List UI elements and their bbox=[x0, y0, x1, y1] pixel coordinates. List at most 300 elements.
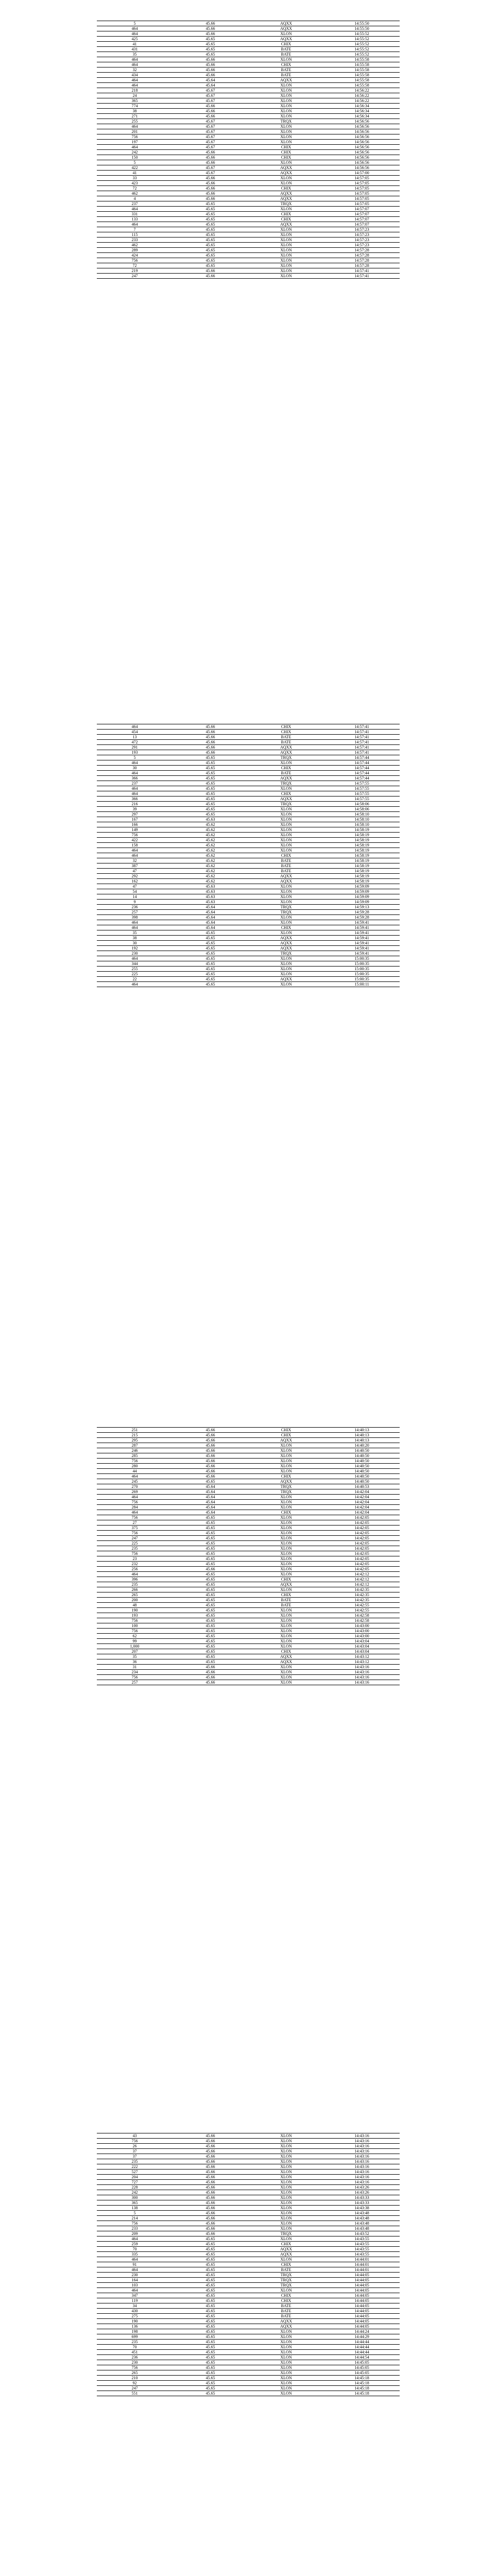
volume-cell: 464 bbox=[97, 2236, 173, 2242]
venue-cell: BATE bbox=[248, 67, 324, 73]
price-cell: 45.65 bbox=[173, 802, 248, 807]
price-cell: 45.65 bbox=[173, 982, 248, 987]
venue-cell: CHIX bbox=[248, 212, 324, 217]
venue-cell: CHIX bbox=[248, 730, 324, 735]
volume-cell: 366 bbox=[97, 776, 173, 781]
table-row bbox=[97, 760, 400, 766]
venue-cell: XLON bbox=[248, 848, 324, 853]
venue-cell: XLON bbox=[248, 884, 324, 889]
table-row bbox=[97, 796, 400, 802]
volume-cell: 23 bbox=[97, 1556, 173, 1562]
table-row bbox=[97, 1654, 400, 1659]
table-row bbox=[97, 2133, 400, 2139]
table-row bbox=[97, 1459, 400, 1464]
table-row bbox=[97, 1572, 400, 1577]
price-cell: 45.65 bbox=[173, 1608, 248, 1613]
table-row bbox=[97, 2170, 400, 2175]
price-cell: 45.66 bbox=[173, 1459, 248, 1464]
table-row bbox=[97, 232, 400, 238]
time-cell: 14:45:18 bbox=[324, 2381, 400, 2386]
price-cell: 45.65 bbox=[173, 1582, 248, 1587]
time-cell: 14:40:50 bbox=[324, 1479, 400, 1484]
table-row bbox=[97, 900, 400, 905]
time-cell: 14:40:13 bbox=[324, 1438, 400, 1443]
time-cell: 14:57:41 bbox=[324, 750, 400, 755]
price-cell: 45.64 bbox=[173, 78, 248, 83]
table-row bbox=[97, 1634, 400, 1639]
volume-cell: 207 bbox=[97, 1649, 173, 1654]
table-row bbox=[97, 755, 400, 760]
table-row bbox=[97, 1670, 400, 1675]
venue-cell: XLON bbox=[248, 956, 324, 961]
time-cell: 14:59:09 bbox=[324, 889, 400, 894]
venue-cell: TRQX bbox=[248, 2273, 324, 2278]
volume-cell: 464 bbox=[97, 62, 173, 67]
price-cell: 45.62 bbox=[173, 874, 248, 879]
venue-cell: AQXX bbox=[248, 1659, 324, 1665]
price-cell: 45.65 bbox=[173, 977, 248, 982]
venue-cell: CHIX bbox=[248, 2298, 324, 2303]
volume-cell: 247 bbox=[97, 274, 173, 279]
time-cell: 15:00:11 bbox=[324, 982, 400, 987]
price-cell: 45.66 bbox=[173, 1567, 248, 1572]
table-row bbox=[97, 745, 400, 750]
volume-cell: 271 bbox=[97, 114, 173, 119]
venue-cell: CHIX bbox=[248, 766, 324, 771]
volume-cell: 54 bbox=[97, 889, 173, 894]
table-row bbox=[97, 243, 400, 248]
venue-cell: XLON bbox=[248, 827, 324, 833]
time-cell: 14:44:24 bbox=[324, 2329, 400, 2334]
venue-cell: XLON bbox=[248, 2340, 324, 2345]
time-cell: 14:43:16 bbox=[324, 2164, 400, 2170]
table-row bbox=[97, 2200, 400, 2206]
volume-cell: 192 bbox=[97, 946, 173, 951]
table-row bbox=[97, 1603, 400, 1608]
time-cell: 14:43:16 bbox=[324, 2149, 400, 2154]
venue-cell: BATE bbox=[248, 2267, 324, 2273]
volume-cell: 22 bbox=[97, 977, 173, 982]
volume-cell: 347 bbox=[97, 2293, 173, 2298]
volume-cell: 48 bbox=[97, 1603, 173, 1608]
time-cell: 14:44:05 bbox=[324, 2293, 400, 2298]
venue-cell: XLON bbox=[248, 915, 324, 920]
venue-cell: AQXX bbox=[248, 941, 324, 946]
table-row bbox=[97, 1505, 400, 1510]
price-cell: 45.64 bbox=[173, 905, 248, 910]
time-cell: 14:55:50 bbox=[324, 21, 400, 26]
venue-cell: AQXX bbox=[248, 977, 324, 982]
venue-cell: AQXX bbox=[248, 745, 324, 750]
price-cell: 45.62 bbox=[173, 863, 248, 869]
venue-cell: XLON bbox=[248, 83, 324, 88]
price-cell: 45.65 bbox=[173, 972, 248, 977]
price-cell: 45.65 bbox=[173, 941, 248, 946]
table-row bbox=[97, 2293, 400, 2298]
venue-cell: XLON bbox=[248, 1500, 324, 1505]
venue-cell: AQXX bbox=[248, 2319, 324, 2324]
time-cell: 14:42:04 bbox=[324, 1489, 400, 1495]
trade-table bbox=[97, 1427, 400, 1685]
table-row bbox=[97, 946, 400, 951]
volume-cell: 398 bbox=[97, 915, 173, 920]
time-cell: 14:44:05 bbox=[324, 2273, 400, 2278]
price-cell: 45.65 bbox=[173, 2262, 248, 2267]
table-row bbox=[97, 951, 400, 956]
volume-cell: 464 bbox=[97, 760, 173, 766]
price-cell: 45.62 bbox=[173, 879, 248, 884]
venue-cell: BATE bbox=[248, 2303, 324, 2309]
table-row bbox=[97, 1448, 400, 1453]
table-row bbox=[97, 2185, 400, 2190]
price-cell: 45.66 bbox=[173, 1474, 248, 1479]
volume-cell: 251 bbox=[97, 1428, 173, 1433]
volume-cell: 464 bbox=[97, 771, 173, 776]
table-row bbox=[97, 1644, 400, 1649]
price-cell: 45.65 bbox=[173, 2355, 248, 2360]
venue-cell: XLON bbox=[248, 1459, 324, 1464]
time-cell: 14:44:05 bbox=[324, 2319, 400, 2324]
time-cell: 14:43:16 bbox=[324, 2139, 400, 2144]
price-cell: 45.65 bbox=[173, 946, 248, 951]
table-row bbox=[97, 176, 400, 181]
volume-cell: 285 bbox=[97, 1453, 173, 1459]
table-row bbox=[97, 827, 400, 833]
venue-cell: AQXX bbox=[248, 750, 324, 755]
volume-cell: 72 bbox=[97, 263, 173, 268]
price-cell: 45.65 bbox=[173, 1531, 248, 1536]
venue-cell: XLON bbox=[248, 2334, 324, 2340]
volume-cell: 7 bbox=[97, 227, 173, 232]
volume-cell: 454 bbox=[97, 730, 173, 735]
volume-cell: 5 bbox=[97, 2211, 173, 2216]
venue-cell: CHIX bbox=[248, 42, 324, 47]
price-cell: 45.66 bbox=[173, 109, 248, 114]
table-row bbox=[97, 26, 400, 31]
table-row bbox=[97, 2376, 400, 2381]
volume-cell: 422 bbox=[97, 165, 173, 171]
time-cell: 14:42:05 bbox=[324, 1526, 400, 1531]
price-cell: 45.65 bbox=[173, 2236, 248, 2242]
volume-cell: 35 bbox=[97, 930, 173, 936]
price-cell: 45.66 bbox=[173, 2133, 248, 2139]
time-cell: 14:43:52 bbox=[324, 2231, 400, 2236]
time-cell: 14:43:04 bbox=[324, 1644, 400, 1649]
price-cell: 45.65 bbox=[173, 201, 248, 207]
volume-cell: 464 bbox=[97, 83, 173, 88]
venue-cell: XLON bbox=[248, 1464, 324, 1469]
price-cell: 45.66 bbox=[173, 730, 248, 735]
volume-cell: 5 bbox=[97, 21, 173, 26]
volume-cell: 91 bbox=[97, 2262, 173, 2267]
volume-cell: 430 bbox=[97, 2309, 173, 2314]
venue-cell: XLON bbox=[248, 2391, 324, 2396]
table-row bbox=[97, 1665, 400, 1670]
price-cell: 45.65 bbox=[173, 222, 248, 227]
volume-cell: 30 bbox=[97, 766, 173, 771]
price-cell: 45.62 bbox=[173, 869, 248, 874]
venue-cell: XLON bbox=[248, 1505, 324, 1510]
venue-cell: XLON bbox=[248, 2288, 324, 2293]
price-cell: 45.65 bbox=[173, 2247, 248, 2252]
time-cell: 14:43:00 bbox=[324, 1623, 400, 1629]
table-row bbox=[97, 2195, 400, 2200]
venue-cell: CHIX bbox=[248, 155, 324, 160]
table-row bbox=[97, 2267, 400, 2273]
table-row bbox=[97, 833, 400, 838]
table-row bbox=[97, 1629, 400, 1634]
time-cell: 14:55:58 bbox=[324, 73, 400, 78]
price-cell: 45.64 bbox=[173, 1505, 248, 1510]
price-cell: 45.65 bbox=[173, 37, 248, 42]
venue-cell: XLON bbox=[248, 1562, 324, 1567]
volume-cell: 387 bbox=[97, 863, 173, 869]
time-cell: 14:59:28 bbox=[324, 915, 400, 920]
price-cell: 45.65 bbox=[173, 2278, 248, 2283]
time-cell: 14:42:04 bbox=[324, 1505, 400, 1510]
venue-cell: XLON bbox=[248, 2376, 324, 2381]
time-cell: 14:44:05 bbox=[324, 2303, 400, 2309]
venue-cell: XLON bbox=[248, 268, 324, 274]
venue-cell: CHIX bbox=[248, 1433, 324, 1438]
time-cell: 14:56:56 bbox=[324, 124, 400, 129]
venue-cell: XLON bbox=[248, 2211, 324, 2216]
time-cell: 14:59:28 bbox=[324, 910, 400, 915]
table-row bbox=[97, 2309, 400, 2314]
time-cell: 14:55:52 bbox=[324, 47, 400, 52]
table-row bbox=[97, 1469, 400, 1474]
time-cell: 14:58:10 bbox=[324, 822, 400, 827]
time-cell: 14:56:56 bbox=[324, 165, 400, 171]
volume-cell: 31 bbox=[97, 1665, 173, 1670]
venue-cell: TRQX bbox=[248, 201, 324, 207]
venue-cell: XLON bbox=[248, 2345, 324, 2350]
table-row bbox=[97, 1541, 400, 1546]
volume-cell: 727 bbox=[97, 2180, 173, 2185]
time-cell: 14:56:56 bbox=[324, 150, 400, 155]
venue-cell: CHIX bbox=[248, 2262, 324, 2267]
time-cell: 14:42:58 bbox=[324, 1613, 400, 1618]
venue-cell: TRQX bbox=[248, 905, 324, 910]
table-row bbox=[97, 67, 400, 73]
venue-cell: CHIX bbox=[248, 2242, 324, 2247]
time-cell: 14:43:48 bbox=[324, 2211, 400, 2216]
price-cell: 45.66 bbox=[173, 1665, 248, 1670]
time-cell: 14:55:50 bbox=[324, 26, 400, 31]
time-cell: 14:57:41 bbox=[324, 740, 400, 745]
price-cell: 45.65 bbox=[173, 217, 248, 222]
volume-cell: 33 bbox=[97, 176, 173, 181]
venue-cell: CHIX bbox=[248, 186, 324, 191]
table-row bbox=[97, 93, 400, 98]
price-cell: 45.64 bbox=[173, 1495, 248, 1500]
volume-cell: 365 bbox=[97, 2200, 173, 2206]
price-cell: 45.65 bbox=[173, 951, 248, 956]
venue-cell: XLON bbox=[248, 263, 324, 268]
volume-cell: 464 bbox=[97, 724, 173, 730]
venue-cell: XLON bbox=[248, 160, 324, 165]
time-cell: 14:43:16 bbox=[324, 2170, 400, 2175]
volume-cell: 464 bbox=[97, 920, 173, 925]
volume-cell: 259 bbox=[97, 2242, 173, 2247]
volume-cell: 422 bbox=[97, 838, 173, 843]
volume-cell: 292 bbox=[97, 874, 173, 879]
table-row bbox=[97, 253, 400, 258]
volume-cell: 756 bbox=[97, 258, 173, 263]
table-row bbox=[97, 248, 400, 253]
time-cell: 14:43:33 bbox=[324, 2195, 400, 2200]
price-cell: 45.66 bbox=[173, 1428, 248, 1433]
table-row bbox=[97, 735, 400, 740]
price-cell: 45.65 bbox=[173, 238, 248, 243]
volume-cell: 464 bbox=[97, 1572, 173, 1577]
table-row bbox=[97, 2216, 400, 2221]
price-cell: 45.65 bbox=[173, 1551, 248, 1556]
price-cell: 45.65 bbox=[173, 227, 248, 232]
price-cell: 45.67 bbox=[173, 93, 248, 98]
volume-cell: 291 bbox=[97, 745, 173, 750]
time-cell: 14:44:01 bbox=[324, 2257, 400, 2262]
table-row bbox=[97, 2329, 400, 2334]
time-cell: 14:56:34 bbox=[324, 114, 400, 119]
venue-cell: XLON bbox=[248, 1541, 324, 1546]
time-cell: 14:42:05 bbox=[324, 1541, 400, 1546]
venue-cell: BATE bbox=[248, 73, 324, 78]
volume-cell: 266 bbox=[97, 1587, 173, 1592]
venue-cell: XLON bbox=[248, 1639, 324, 1644]
table-row bbox=[97, 1474, 400, 1479]
time-cell: 15:00:35 bbox=[324, 977, 400, 982]
price-cell: 45.65 bbox=[173, 2283, 248, 2288]
time-cell: 14:58:19 bbox=[324, 843, 400, 848]
price-cell: 45.66 bbox=[173, 1453, 248, 1459]
price-cell: 45.65 bbox=[173, 1562, 248, 1567]
price-cell: 45.65 bbox=[173, 1536, 248, 1541]
volume-cell: 434 bbox=[97, 73, 173, 78]
venue-cell: CHIX bbox=[248, 791, 324, 796]
table-row bbox=[97, 2236, 400, 2242]
table-row bbox=[97, 1582, 400, 1587]
volume-cell: 166 bbox=[97, 822, 173, 827]
volume-cell: 198 bbox=[97, 2329, 173, 2334]
time-cell: 14:42:58 bbox=[324, 1618, 400, 1623]
time-cell: 14:57:41 bbox=[324, 735, 400, 740]
price-cell: 45.65 bbox=[173, 2386, 248, 2391]
table-row bbox=[97, 817, 400, 822]
volume-cell: 164 bbox=[97, 2278, 173, 2283]
volume-cell: 527 bbox=[97, 2170, 173, 2175]
time-cell: 14:56:22 bbox=[324, 88, 400, 93]
table-row bbox=[97, 2139, 400, 2144]
table-row bbox=[97, 858, 400, 863]
table-row bbox=[97, 802, 400, 807]
volume-cell: 27 bbox=[97, 1520, 173, 1526]
time-cell: 14:55:58 bbox=[324, 83, 400, 88]
time-cell: 14:57:05 bbox=[324, 181, 400, 186]
volume-cell: 201 bbox=[97, 129, 173, 134]
time-cell: 14:42:05 bbox=[324, 1520, 400, 1526]
price-cell: 45.66 bbox=[173, 1433, 248, 1438]
venue-cell: BATE bbox=[248, 740, 324, 745]
time-cell: 14:56:56 bbox=[324, 145, 400, 150]
venue-cell: XLON bbox=[248, 140, 324, 145]
table-row bbox=[97, 196, 400, 201]
table-row bbox=[97, 2319, 400, 2324]
price-cell: 45.63 bbox=[173, 900, 248, 905]
time-cell: 14:56:34 bbox=[324, 109, 400, 114]
table-row bbox=[97, 894, 400, 900]
price-cell: 45.66 bbox=[173, 2195, 248, 2200]
venue-cell: AQXX bbox=[248, 2252, 324, 2257]
price-cell: 45.67 bbox=[173, 88, 248, 93]
table-row bbox=[97, 910, 400, 915]
volume-cell: 366 bbox=[97, 796, 173, 802]
table-row bbox=[97, 936, 400, 941]
price-cell: 45.66 bbox=[173, 1680, 248, 1685]
volume-cell: 103 bbox=[97, 2283, 173, 2288]
volume-cell: 431 bbox=[97, 47, 173, 52]
time-cell: 14:43:12 bbox=[324, 1654, 400, 1659]
time-cell: 14:43:16 bbox=[324, 1670, 400, 1675]
price-cell: 45.66 bbox=[173, 2211, 248, 2216]
time-cell: 14:43:16 bbox=[324, 2144, 400, 2149]
table-row bbox=[97, 181, 400, 186]
time-cell: 14:56:56 bbox=[324, 129, 400, 134]
table-row bbox=[97, 920, 400, 925]
volume-cell: 225 bbox=[97, 972, 173, 977]
time-cell: 14:56:56 bbox=[324, 160, 400, 165]
volume-cell: 39 bbox=[97, 807, 173, 812]
venue-cell: CHIX bbox=[248, 925, 324, 930]
time-cell: 14:43:16 bbox=[324, 2159, 400, 2164]
volume-cell: 344 bbox=[97, 961, 173, 967]
time-cell: 14:44:44 bbox=[324, 2340, 400, 2345]
table-row bbox=[97, 1536, 400, 1541]
time-cell: 14:42:55 bbox=[324, 1608, 400, 1613]
table-row bbox=[97, 165, 400, 171]
venue-cell: CHIX bbox=[248, 1577, 324, 1582]
volume-cell: 228 bbox=[97, 2185, 173, 2190]
venue-cell: BATE bbox=[248, 2309, 324, 2314]
price-cell: 45.65 bbox=[173, 2365, 248, 2370]
volume-cell: 35 bbox=[97, 52, 173, 57]
price-cell: 45.65 bbox=[173, 2324, 248, 2329]
time-cell: 14:44:05 bbox=[324, 2288, 400, 2293]
volume-cell: 1,000 bbox=[97, 1644, 173, 1649]
price-cell: 45.65 bbox=[173, 2267, 248, 2273]
table-row bbox=[97, 42, 400, 47]
time-cell: 14:43:04 bbox=[324, 1639, 400, 1644]
volume-cell: 230 bbox=[97, 2273, 173, 2278]
time-cell: 14:43:16 bbox=[324, 1680, 400, 1685]
volume-cell: 38 bbox=[97, 936, 173, 941]
volume-cell: 235 bbox=[97, 1582, 173, 1587]
time-cell: 14:42:35 bbox=[324, 1598, 400, 1603]
time-cell: 14:44:44 bbox=[324, 2345, 400, 2350]
time-cell: 14:59:09 bbox=[324, 894, 400, 900]
price-cell: 45.65 bbox=[173, 2370, 248, 2376]
table-row bbox=[97, 207, 400, 212]
volume-cell: 464 bbox=[97, 1495, 173, 1500]
price-cell: 45.65 bbox=[173, 2340, 248, 2345]
time-cell: 14:40:13 bbox=[324, 1428, 400, 1433]
price-cell: 45.66 bbox=[173, 2175, 248, 2180]
venue-cell: TRQX bbox=[248, 1489, 324, 1495]
venue-cell: XLON bbox=[248, 232, 324, 238]
time-cell: 14:56:22 bbox=[324, 93, 400, 98]
venue-cell: XLON bbox=[248, 2329, 324, 2334]
table-row bbox=[97, 1484, 400, 1489]
